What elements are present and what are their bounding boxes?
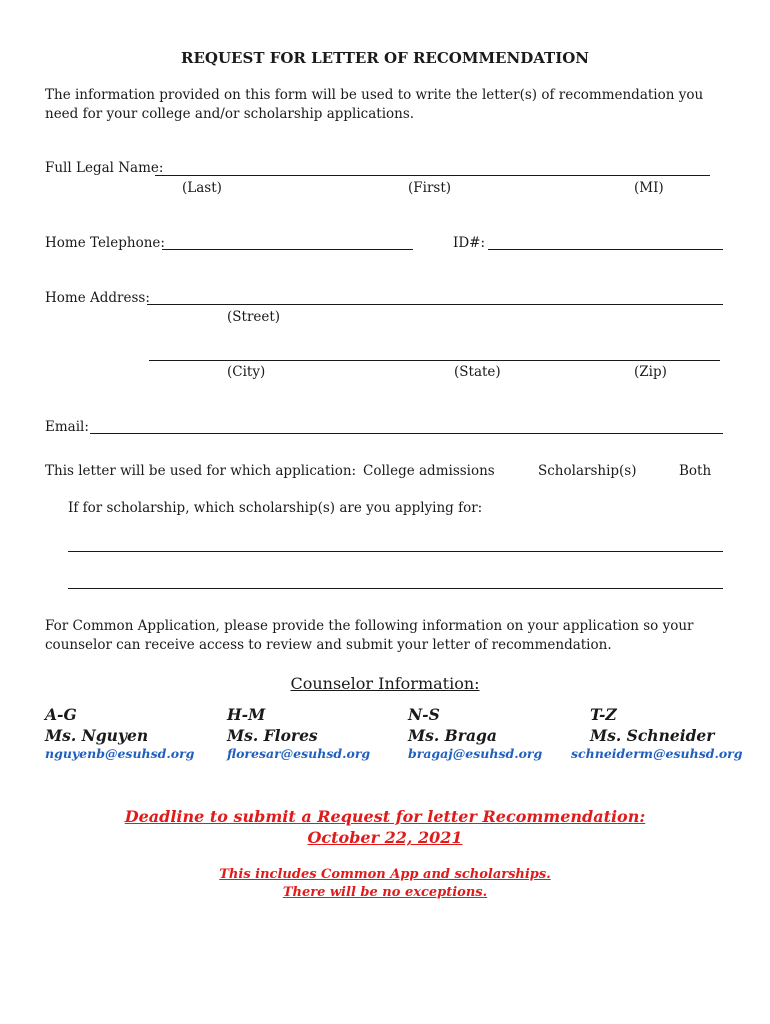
city-caption: (City) [227,364,266,380]
counselor-range: T-Z [590,705,617,724]
option-college-admissions[interactable]: College admissions [363,463,495,479]
counselor-name: Ms. Flores [227,726,318,745]
counselor-email[interactable]: schneiderm@esuhsd.org [571,746,743,761]
counselor-range: N-S [408,705,440,724]
last-name-caption: (Last) [182,180,222,196]
home-telephone-label: Home Telephone: [45,235,165,251]
counselor-name: Ms. Schneider [590,726,715,745]
option-scholarships[interactable]: Scholarship(s) [538,463,637,479]
deadline-note: This includes Common App and scholarships. [219,867,551,882]
counselor-heading: Counselor Information: [290,674,480,693]
counselor-name: Ms. Braga [408,726,497,745]
page-title: REQUEST FOR LETTER OF RECOMMENDATION [181,49,589,67]
scholarship-question: If for scholarship, which scholarship(s) are you applying for: [68,500,483,516]
counselor-email[interactable]: floresar@esuhsd.org [227,746,371,761]
deadline-date: October 22, 2021 [307,828,463,847]
street-caption: (Street) [227,309,281,325]
home-telephone-field[interactable] [162,249,413,250]
home-address-label: Home Address: [45,290,150,306]
counselor-range: H-M [227,705,266,724]
scholarship-answer-line-1[interactable] [68,551,723,552]
intro-text: The information provided on this form will be used to write the letter(s) of recommendation you need for your college and/or scholarship applications. [45,87,704,122]
email-field[interactable] [90,433,723,434]
first-name-caption: (First) [408,180,452,196]
id-field[interactable] [488,249,723,250]
state-caption: (State) [454,364,501,380]
counselor-range: A-G [45,705,77,724]
option-both[interactable]: Both [679,463,712,479]
common-app-note: For Common Application, please provide the following information on your application so your counselor can receive access to review and submit your letter of recommendation. [45,618,694,653]
counselor-email[interactable]: bragaj@esuhsd.org [408,746,543,761]
full-name-label: Full Legal Name: [45,160,164,176]
application-question: This letter will be used for which application: [45,463,357,479]
city-state-zip-field[interactable] [149,360,720,361]
deadline-heading: Deadline to submit a Request for letter Recommendation: [124,807,646,826]
deadline-warning: There will be no exceptions. [282,885,488,900]
scholarship-answer-line-2[interactable] [68,588,723,589]
full-name-field[interactable] [155,175,710,176]
counselor-email[interactable]: nguyenb@esuhsd.org [45,746,195,761]
middle-initial-caption: (MI) [634,180,664,196]
id-label: ID#: [453,235,486,251]
email-label: Email: [45,419,89,435]
counselor-name: Ms. Nguyen [45,726,149,745]
zip-caption: (Zip) [634,364,667,380]
street-field[interactable] [147,304,723,305]
